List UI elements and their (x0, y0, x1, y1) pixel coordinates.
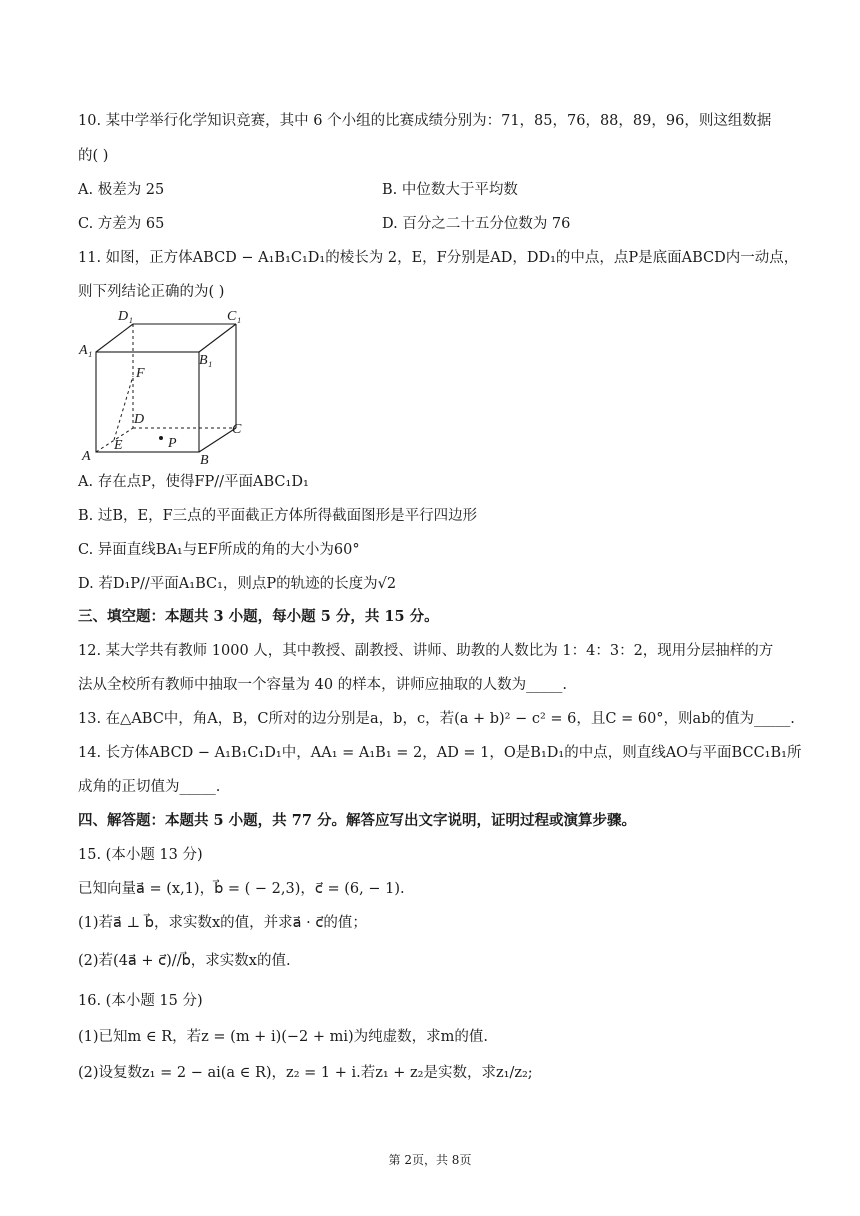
label-b: B (200, 453, 209, 467)
q15-part1: (1)若a⃗ ⊥ b⃗，求实数x的值，并求a⃗ · c⃗的值； (78, 915, 367, 931)
section-4-heading: 四、解答题：本题共 5 小题，共 77 分。解答应写出文字说明，证明过程或演算步骤。 (78, 812, 636, 829)
q11-option-a: A. 存在点P，使得FP//平面ABC₁D₁ (78, 474, 309, 490)
q11-stem-line2: 则下列结论正确的为( ) (78, 284, 225, 300)
q15-header: 15. (本小题 13 分) (78, 847, 203, 863)
q10-option-b: B. 中位数大于平均数 (382, 182, 518, 198)
label-c: C (232, 422, 242, 437)
q10-option-a: A. 极差为 25 (78, 182, 165, 198)
cube-figure (76, 302, 256, 467)
q16-part1: (1)已知m ∈ R，若z = (m + i)(−2 + mi)为纯虚数，求m的值. (78, 1029, 489, 1045)
label-f: F (136, 366, 145, 381)
q14-stem-line2: 成角的正切值为_____. (78, 779, 221, 795)
q11-option-b: B. 过B，E，F三点的平面截正方体所得截面图形是平行四边形 (78, 508, 478, 524)
label-p: P (168, 436, 177, 451)
q10-stem-line1: 10. 某中学举行化学知识竞赛，其中 6 个小组的比赛成绩分别为：71，85，76，88，89，96，则这组数据 (78, 113, 772, 129)
section-3-heading: 三、填空题：本题共 3 小题，每小题 5 分，共 15 分。 (78, 608, 439, 625)
q15-given: 已知向量a⃗ = (x,1)，b⃗ = ( − 2,3)，c⃗ = (6, − 1). (78, 881, 405, 897)
q11-option-d: D. 若D₁P//平面A₁BC₁，则点P的轨迹的长度为√2 (78, 576, 397, 592)
label-a: A (82, 449, 91, 464)
q14-stem-line1: 14. 长方体ABCD − A₁B₁C₁D₁中，AA₁ = A₁B₁ = 2，AD = 1，O是B₁D₁的中点，则直线AO与平面BCC₁B₁所 (78, 745, 802, 761)
q13-stem: 13. 在△ABC中，角A，B，C所对的边分别是a，b，c，若(a + b)² − c² = 6，且C = 60°，则ab的值为_____. (78, 711, 795, 727)
q16-part2: (2)设复数z₁ = 2 − ai(a ∈ R)，z₂ = 1 + i.若z₁ + z₂是实数，求z₁/z₂; (78, 1065, 533, 1081)
q12-stem-line1: 12. 某大学共有教师 1000 人，其中教授、副教授、讲师、助教的人数比为 1：4：3：2，现用分层抽样的方 (78, 643, 774, 659)
q10-option-c: C. 方差为 65 (78, 216, 165, 232)
label-d: D (134, 412, 145, 427)
label-b1: B₁ (199, 353, 213, 368)
q10-option-d: D. 百分之二十五分位数为 76 (382, 216, 571, 232)
q11-option-c: C. 异面直线BA₁与EF所成的角的大小为60° (78, 542, 360, 558)
label-a1: A₁ (79, 343, 93, 358)
q12-stem-line2: 法从全校所有教师中抽取一个容量为 40 的样本，讲师应抽取的人数为_____. (78, 677, 568, 693)
q15-part2: (2)若(4a⃗ + c⃗)//b⃗，求实数x的值. (78, 953, 291, 969)
page-footer: 第 2页，共 8页 (388, 1153, 472, 1167)
q10-stem-line2: 的( ) (78, 148, 109, 164)
label-d1: D₁ (118, 309, 133, 324)
q11-stem-line1: 11. 如图，正方体ABCD − A₁B₁C₁D₁的棱长为 2，E，F分别是AD，DD₁的中点，点P是底面ABCD内一动点， (78, 250, 799, 266)
q16-header: 16. (本小题 15 分) (78, 993, 203, 1009)
label-c1: C₁ (227, 309, 242, 324)
label-e: E (114, 438, 123, 453)
